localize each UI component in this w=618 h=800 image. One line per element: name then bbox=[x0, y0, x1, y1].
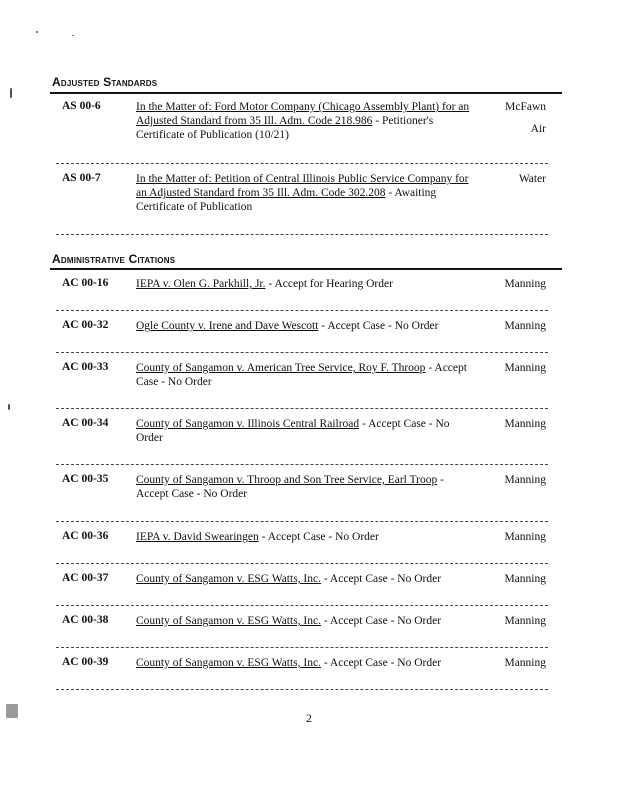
case-staff bbox=[474, 172, 546, 186]
entry-divider bbox=[56, 605, 548, 606]
case-caption[interactable]: Ogle County v. Irene and Dave Wescott bbox=[136, 320, 319, 332]
case-caption[interactable]: County of Sangamon v. ESG Watts, Inc. bbox=[136, 657, 321, 669]
section-rule bbox=[50, 268, 562, 270]
case-status: - Accept Case - No Order bbox=[136, 474, 444, 500]
scan-speck bbox=[36, 31, 38, 33]
case-number: AC 00-32 bbox=[62, 319, 109, 331]
case-staff bbox=[474, 100, 546, 136]
case-caption[interactable]: County of Sangamon v. ESG Watts, Inc. bbox=[136, 615, 321, 627]
case-status: - Petitioner's Certificate of Publication (10/21) bbox=[136, 115, 434, 141]
page-number: 2 bbox=[306, 711, 312, 725]
staff-name: Manning bbox=[504, 573, 546, 585]
case-number: AC 00-39 bbox=[62, 656, 109, 668]
case-caption[interactable]: In the Matter of: Petition of Central Illinois Public Service Company for an Adjusted Standard from 35 Ill. Adm. Code 302.208 bbox=[136, 173, 469, 199]
scan-speck bbox=[10, 88, 12, 98]
case-caption[interactable]: IEPA v. Olen G. Parkhill, Jr. bbox=[136, 278, 266, 290]
case-staff bbox=[474, 656, 546, 670]
case-number: AC 00-16 bbox=[62, 277, 109, 289]
case-description bbox=[136, 100, 472, 142]
case-description bbox=[136, 417, 472, 445]
case-number: AC 00-33 bbox=[62, 361, 109, 373]
case-status: - Accept Case - No Order bbox=[136, 418, 450, 444]
entry-divider bbox=[56, 464, 548, 465]
case-caption[interactable]: County of Sangamon v. ESG Watts, Inc. bbox=[136, 573, 321, 585]
case-caption[interactable]: In the Matter of: Ford Motor Company (Chicago Assembly Plant) for an Adjusted Standard from 35 Ill. Adm. Code 218.986 bbox=[136, 101, 470, 127]
case-description bbox=[136, 473, 472, 501]
case-status: - Accept Case - No Order bbox=[320, 573, 442, 585]
section-rule bbox=[50, 92, 562, 94]
case-number: AS 00-7 bbox=[62, 172, 101, 184]
staff-name: Manning bbox=[504, 362, 546, 374]
case-number: AC 00-37 bbox=[62, 572, 109, 584]
case-number: AC 00-38 bbox=[62, 614, 109, 626]
case-description bbox=[136, 277, 472, 291]
staff-name: Manning bbox=[504, 278, 546, 290]
case-caption[interactable]: IEPA v. David Swearingen bbox=[136, 531, 259, 543]
staff-name: Manning bbox=[504, 474, 546, 486]
case-status: - Accept Case - No Order bbox=[258, 531, 379, 543]
case-caption[interactable]: County of Sangamon v. Throop and Son Tree Service, Earl Troop bbox=[136, 474, 438, 486]
staff-name: Water bbox=[518, 173, 546, 185]
case-status: - Accept Case - No Order bbox=[318, 320, 439, 332]
case-staff bbox=[474, 361, 546, 375]
section-title-adjusted-standards: Adjusted Standards bbox=[52, 75, 158, 89]
staff-name: McFawn bbox=[505, 101, 546, 113]
case-staff bbox=[474, 319, 546, 333]
staff-name: Manning bbox=[504, 320, 546, 332]
case-description bbox=[136, 614, 472, 628]
staff-name: Manning bbox=[504, 615, 546, 627]
scan-speck bbox=[8, 404, 10, 410]
case-number: AC 00-34 bbox=[62, 417, 109, 429]
entry-divider bbox=[56, 563, 548, 564]
case-staff bbox=[474, 277, 546, 291]
entry-divider bbox=[56, 647, 548, 648]
entry-divider bbox=[56, 234, 548, 235]
case-status: - Accept for Hearing Order bbox=[265, 278, 393, 290]
staff-name: Manning bbox=[504, 657, 546, 669]
entry-divider bbox=[56, 521, 548, 522]
case-caption[interactable]: County of Sangamon v. Illinois Central Railroad bbox=[136, 418, 360, 430]
case-staff bbox=[474, 530, 546, 544]
entry-divider bbox=[56, 310, 548, 311]
entry-divider bbox=[56, 352, 548, 353]
case-status: - Accept Case - No Order bbox=[320, 657, 442, 669]
case-caption[interactable]: County of Sangamon v. American Tree Service, Roy F. Throop bbox=[136, 362, 426, 374]
case-number: AC 00-36 bbox=[62, 530, 109, 542]
case-status: - Accept Case - No Order bbox=[320, 615, 442, 627]
scan-speck bbox=[72, 35, 74, 36]
case-staff bbox=[474, 473, 546, 487]
case-staff bbox=[474, 572, 546, 586]
case-description bbox=[136, 172, 472, 214]
case-status: - Accept Case - No Order bbox=[136, 362, 467, 388]
case-description bbox=[136, 530, 472, 544]
case-description bbox=[136, 319, 472, 333]
case-description bbox=[136, 572, 472, 586]
case-staff bbox=[474, 614, 546, 628]
case-description bbox=[136, 361, 472, 389]
case-number: AC 00-35 bbox=[62, 473, 109, 485]
entry-divider bbox=[56, 689, 548, 690]
case-number: AS 00-6 bbox=[62, 100, 101, 112]
case-staff bbox=[474, 417, 546, 431]
staff-category: Air bbox=[530, 123, 546, 135]
case-description bbox=[136, 656, 472, 670]
case-status: - Awaiting Certificate of Publication bbox=[136, 187, 437, 213]
entry-divider bbox=[56, 163, 548, 164]
staff-name: Manning bbox=[504, 531, 546, 543]
staff-name: Manning bbox=[504, 418, 546, 430]
section-title-administrative-citations: Administrative Citations bbox=[52, 252, 176, 266]
entry-divider bbox=[56, 408, 548, 409]
